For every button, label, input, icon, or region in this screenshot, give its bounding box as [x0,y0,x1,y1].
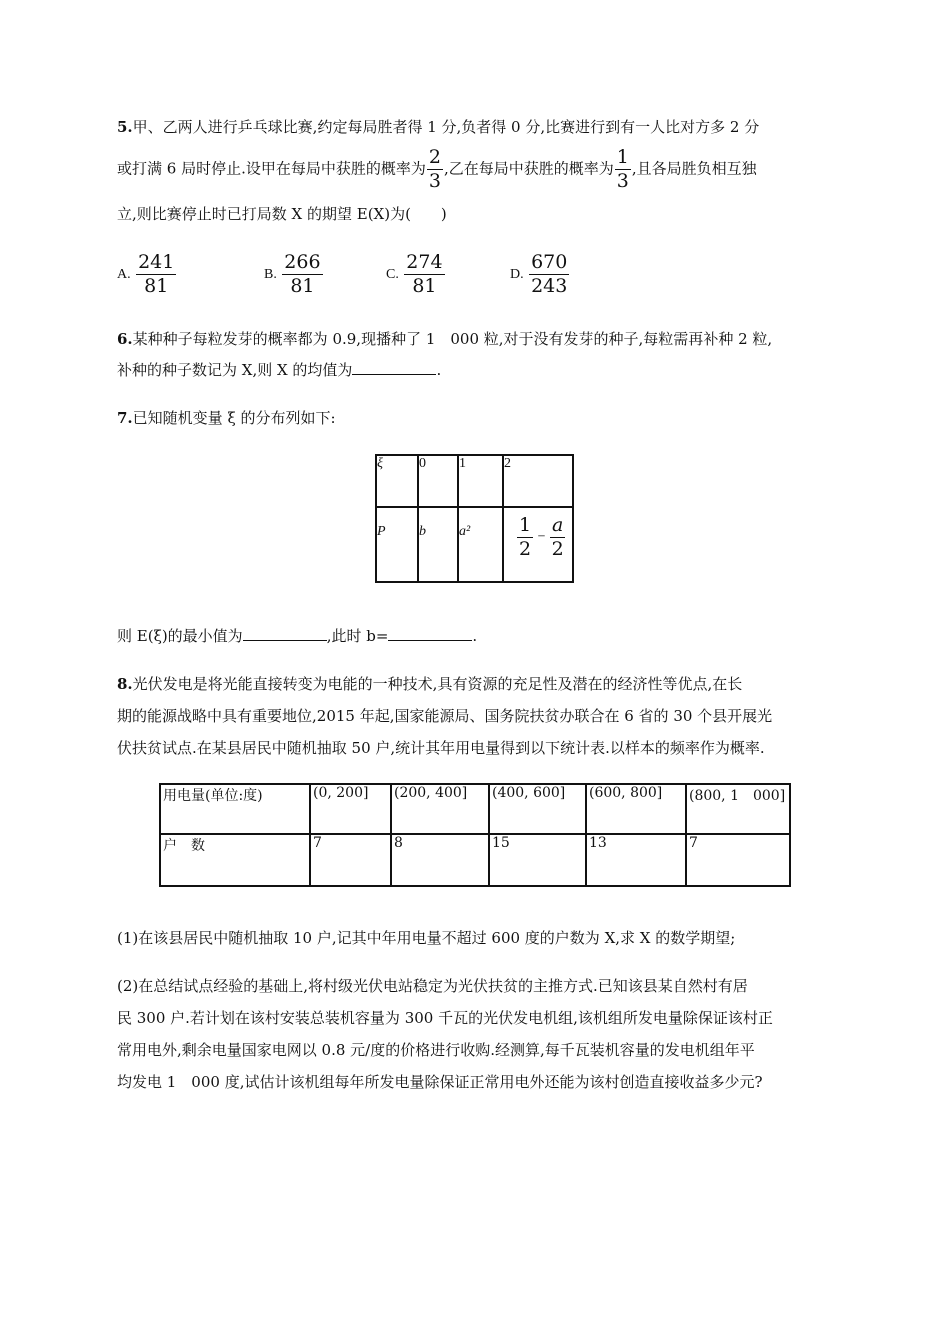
table-header: (800, 1 000] [686,784,790,834]
table-cell: 2 [503,455,573,507]
frac-den: 243 [531,275,568,297]
table-cell: 7 [686,834,790,886]
table-cell: ξ [376,455,418,507]
frac-den: 81 [412,275,437,297]
table-cell: 0 [418,455,458,507]
frac-den: 81 [290,275,315,297]
q8-part2-line2: 民 300 户.若计划在该村安装总装机容量为 300 千瓦的光伏发电机组,该机组所发电量除保证该村正 [117,1009,773,1027]
q5-line2-c: ,且各局胜负相互独 [631,159,757,178]
q6-line1 [117,328,772,350]
q6-line2 [117,358,441,381]
q8-part2-line4: 均发电 1 000 度,试估计该机组每年所发电量除保证正常用电外还能为该村创造直接收益多少元? [117,1073,763,1091]
frac-one-half [517,516,533,559]
frac-num: 670 [531,251,568,273]
q6-number: 6. [117,330,133,348]
table-cell-fraction-expr [503,507,573,582]
table-cell: 8 [391,834,489,886]
q7-period: . [472,627,478,645]
table-header: (400, 600] [489,784,586,834]
q5-line2 [117,148,757,191]
q5-line2-b: ,乙在每局中获胜的概率为 [443,159,614,178]
option-label: A. [117,266,131,282]
q7-line1-text: 已知随机变量 ξ 的分布列如下: [132,409,336,427]
q5-line1-text: 甲、乙两人进行乒乓球比赛,约定每局胜者得 1 分,负者得 0 分,比赛进行到有一人比对方多 2 分 [132,118,760,136]
table-cell: 7 [310,834,391,886]
table-cell: a² [458,507,503,582]
q5-frac-two-thirds [427,148,443,191]
q6-line2-text: 补种的种子数记为 X,则 X 的均值为 [117,361,353,379]
q8-number: 8. [117,675,133,693]
q8-line1 [117,673,742,695]
q7-b-blank[interactable] [388,624,472,641]
frac-den: 3 [428,170,441,192]
table-header: (600, 800] [586,784,686,834]
table-cell: 15 [489,834,586,886]
table-header: 用电量(单位:度) [160,784,310,834]
option-label: B. [264,266,277,282]
q8-line3: 伏扶贫试点.在某县居民中随机抽取 50 户,统计其年用电量得到以下统计表.以样本的频率作为概率. [117,739,765,757]
table-header: (200, 400] [391,784,489,834]
q8-part2-line3: 常用电外,剩余电量国家电网以 0.8 元/度的价格进行收购.经测算,每千瓦装机容量的发电机组年平 [117,1041,755,1059]
frac-num: 1 [616,146,629,168]
q6-line1-text: 某种种子每粒发芽的概率都为 0.9,现播种了 1 000 粒,对于没有发芽的种子,每粒需再补种 2 粒, [132,330,773,348]
table-cell: 户 数 [160,834,310,886]
frac-den: 81 [144,275,169,297]
table-cell: P [376,507,418,582]
q5-option-a [117,253,177,296]
q5-option-b [264,253,324,296]
q8-line1-text: 光伏发电是将光能直接转变为电能的一种技术,具有资源的充足性及潜在的经济性等优点,在长 [132,675,743,693]
minus-sign: − [537,529,546,545]
q7-distribution-table [375,454,574,583]
q7-min-blank[interactable] [243,624,327,641]
table-row [160,834,790,886]
frac-num: 241 [138,251,175,273]
frac-num: a [552,514,564,536]
frac-num: 1 [519,514,532,536]
q7-line1 [117,407,336,429]
table-cell: b [418,507,458,582]
frac-num: 274 [406,251,443,273]
option-frac [282,253,322,296]
q7-number: 7. [117,409,133,427]
option-label: C. [386,266,399,282]
table-header: (0, 200] [310,784,391,834]
frac-den: 2 [551,538,564,560]
option-frac [529,253,569,296]
frac-den: 3 [616,170,629,192]
table-cell: 1 [458,455,503,507]
table-header-row [160,784,790,834]
q5-option-d [510,253,570,296]
q5-frac-one-third [615,148,631,191]
table-row [376,507,573,582]
table-row [376,455,573,507]
q7-answer-text-a: 则 E(ξ)的最小值为 [117,627,243,645]
frac-a-half [550,516,565,559]
q5-option-c [386,253,446,296]
frac-den: 2 [519,538,532,560]
q7-answer-line [117,624,477,647]
frac-num: 2 [428,146,441,168]
q6-period: . [436,361,442,379]
q8-part2-line1: (2)在总结试点经验的基础上,将村级光伏电站稳定为光伏扶贫的主推方式.已知该县某自然村有居 [117,977,748,995]
q5-line3: 立,则比赛停止时已打局数 X 的期望 E(X)为( ) [117,205,447,223]
q5-number: 5. [117,118,133,136]
option-frac [136,253,176,296]
frac-num: 266 [284,251,321,273]
q5-line1 [117,116,759,138]
table-cell: 13 [586,834,686,886]
q8-part1: (1)在该县居民中随机抽取 10 户,记其中年用电量不超过 600 度的户数为 X,求 X 的数学期望; [117,929,736,947]
option-label: D. [510,266,524,282]
q6-answer-blank[interactable] [352,358,436,375]
q8-usage-table [159,783,791,887]
q8-line2: 期的能源战略中具有重要地位,2015 年起,国家能源局、国务院扶贫办联合在 6 省的 30 个县开展光 [117,707,773,725]
q7-answer-text-b: ,此时 b= [326,627,389,645]
q5-line2-a: 或打满 6 局时停止.设甲在每局中获胜的概率为 [117,159,426,178]
option-frac [404,253,444,296]
